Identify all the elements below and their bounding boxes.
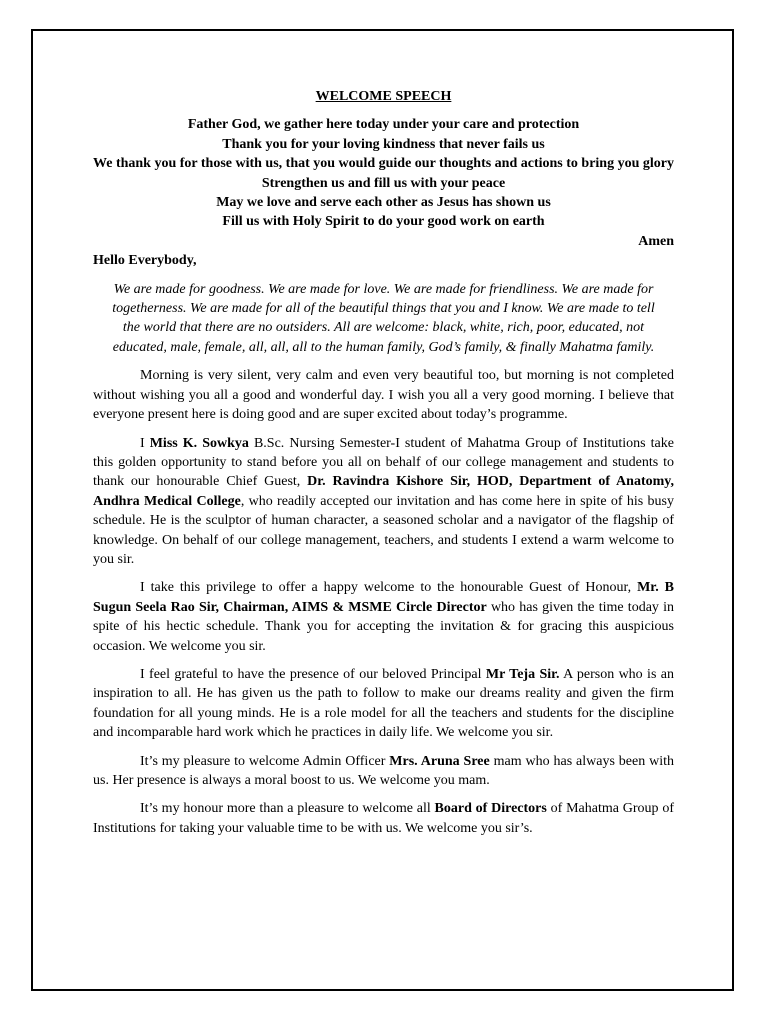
prayer-line: We thank you for those with us, that you would guide our thoughts and actions to bring you glory	[93, 156, 674, 172]
text-run: , who readily accepted our invitation and has come here in spite of his busy schedule. He is the sculptor of human character, a seasoned scholar and a navigator of the flagship of knowledge. On behalf of our college management, teachers, and students I extend a warm welcome to you sir.	[93, 493, 674, 567]
prayer-line: Thank you for your loving kindness that never fails us	[222, 136, 545, 152]
text-run: A person who is an inspiration to all. He has given us the path to follow to make our dreams reality and given the firm foundation for all young minds. He is a role model for all the teachers and students for the discipline and incomparable hard work which he practices in daily life. We welcome you sir.	[93, 666, 674, 741]
guest-of-honour-name: Mr. B Sugun Seela Rao Sir, Chairman, AIMS & MSME Circle Director	[93, 580, 674, 615]
paragraph-principal	[93, 665, 674, 743]
prayer-line: Strengthen us and fill us with your peace	[261, 175, 506, 191]
text-run: I	[140, 435, 150, 451]
principal-name: Mr Teja Sir.	[485, 666, 560, 682]
text-run: mam who has always been with us. Her presence is always a moral boost to us. We welcome you mam.	[93, 753, 674, 788]
prayer-line: Father God, we gather here today under your care and protection	[187, 117, 580, 133]
amen-line: Amen	[638, 233, 674, 249]
quote-paragraph: We are made for goodness. We are made for love. We are made for friendliness. We are made for togetherness. We are made for all of the beautiful things that you and I know. We are made to tell the world that there are no outsiders. All are welcome: black, white, rich, poor, educated, not educated, male, female, all, all, all to the human family, God’s family, & finally Mahatma family.	[112, 281, 655, 355]
paragraph-guest-of-honour	[93, 578, 674, 656]
text-run: I feel grateful to have the presence of our beloved Principal	[140, 666, 486, 682]
prayer-line: May we love and serve each other as Jesus has shown us	[216, 195, 551, 211]
text-run: It’s my honour more than a pleasure to welcome all	[140, 801, 435, 817]
speaker-name: Miss K. Sowkya	[149, 435, 249, 451]
paragraph-admin-officer	[93, 752, 674, 791]
paragraph-board	[93, 799, 674, 838]
document-body	[93, 87, 674, 847]
paragraph-chief-guest	[93, 434, 674, 570]
text-run: It’s my pleasure to welcome Admin Officer	[140, 753, 390, 769]
text-run: B.Sc. Nursing Semester-I student of Mahatma Group of Institutions take this golden opportunity to stand before you all on behalf of our college management and students to thank our honourable Chief Guest,	[93, 435, 674, 490]
prayer-line: Fill us with Holy Spirit to do your good work on earth	[222, 214, 545, 230]
paragraph-morning: Morning is very silent, very calm and even very beautiful too, but morning is not completed without wishing you all a good and wonderful day. I wish you all a very good morning. I believe that everyone present here is doing good and are super excited about today’s programme.	[93, 368, 674, 423]
admin-officer-name: Mrs. Aruna Sree	[389, 753, 490, 769]
text-run: who has given the time today in spite of his hectic schedule. Thank you for accepting the invitation & for gracing this auspicious occasion. We welcome you sir.	[93, 599, 674, 654]
prayer-block	[93, 115, 674, 231]
text-run: I take this privilege to offer a happy welcome to the honourable Guest of Honour,	[140, 580, 638, 596]
text-run: of Mahatma Group of Institutions for taking your valuable time to be with us. We welcome you sir’s.	[93, 801, 674, 836]
chief-guest-name: Dr. Ravindra Kishore Sir, HOD, Department of Anatomy, Andhra Medical College	[93, 474, 674, 509]
board-name: Board of Directors	[434, 801, 547, 817]
speech-title: WELCOME SPEECH	[315, 89, 452, 104]
greeting: Hello Everybody,	[93, 253, 197, 269]
